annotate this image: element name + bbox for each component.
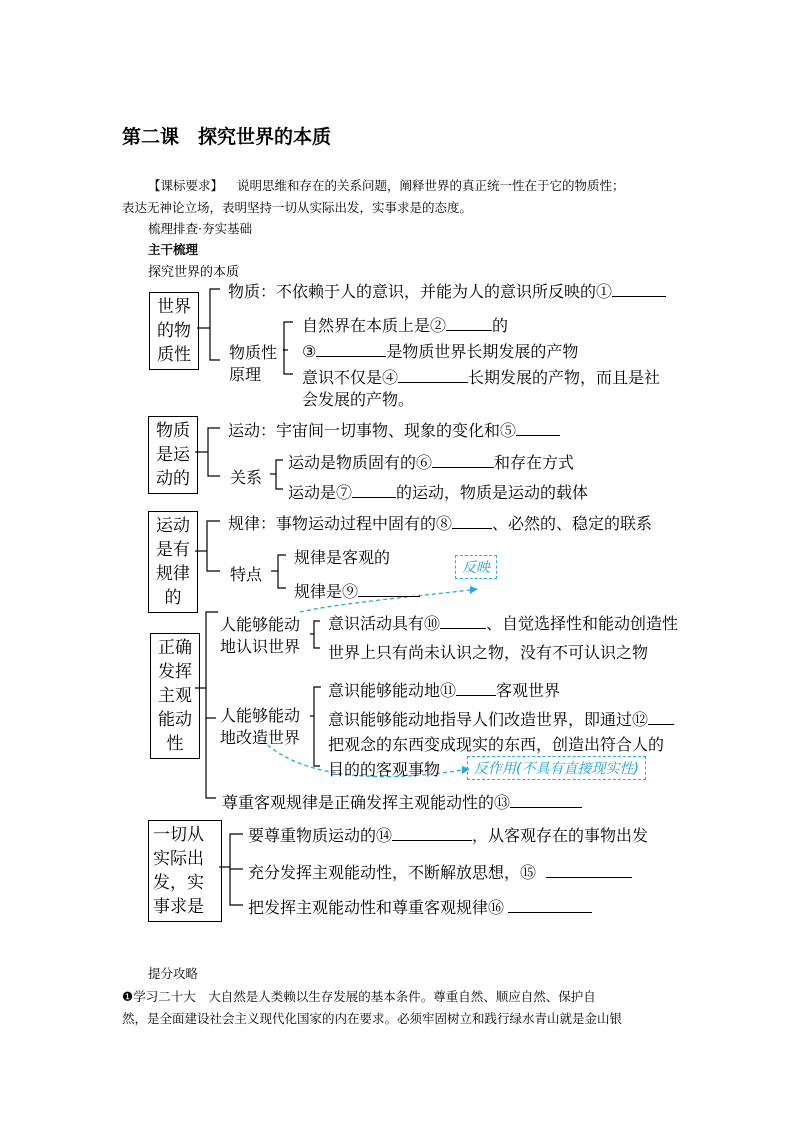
b4-know-label <box>220 614 300 658</box>
b1-material-line <box>228 279 666 302</box>
b1-p1a: 自然界在本质上是② <box>302 316 447 335</box>
b4-respect-text: 尊重客观规律是正确发挥主观能动性的⑬ <box>222 793 511 812</box>
b1-point1 <box>302 313 508 336</box>
blank-9 <box>358 582 420 597</box>
b1-p3a: 意识不仅是④ <box>302 368 399 387</box>
blank-6 <box>432 453 494 468</box>
blank-11 <box>456 681 496 696</box>
b4-know-point2: 世界上只有尚未认识之物，没有不可认识之物 <box>328 643 649 662</box>
b1-principle-label: 物质性原理 <box>229 343 278 384</box>
b1-material-text: 物质：不依赖于人的意识，并能为人的意识所反映的① <box>228 282 613 301</box>
note-reflect: 反映 <box>455 555 497 579</box>
b2-r2a: 运动是⑦ <box>288 483 353 502</box>
b4-change-point1 <box>328 678 560 701</box>
b4-know1: 人能够能动 <box>220 615 301 634</box>
note-reaction: 反作用(不具有直接现实性) <box>467 756 646 780</box>
b4-c2a: 意识能够能动地指导人们改造世界，即通过⑫ <box>328 710 649 729</box>
diagram-title: 探究世界的本质 <box>148 265 240 280</box>
b1-point3-cont: 会发展的产物。 <box>302 390 415 409</box>
b1-point2 <box>302 339 578 362</box>
b4-c1a: 意识能够能动地⑪ <box>328 681 457 700</box>
b5-i1a: 要尊重物质运动的⑭ <box>248 826 393 845</box>
b3-feature2 <box>294 579 420 602</box>
b1-p2a: ③ <box>302 342 317 361</box>
b4-change2: 地改造世界 <box>220 728 301 747</box>
b5-i3-text: 把发挥主观能动性和尊重客观规律⑯ <box>248 898 505 917</box>
blank-14 <box>392 826 472 841</box>
b2-motion-text: 运动：宇宙间一切事物、现象的变化和⑤ <box>228 421 517 440</box>
requirement-text1: 说明思维和存在的关系问题，阐释世界的真正统一性在于它的物质性； <box>237 178 625 193</box>
blank-2 <box>446 316 492 331</box>
b3-f2: 规律是⑨ <box>294 582 359 601</box>
b4-know-point1 <box>328 611 678 634</box>
lesson-title: 第二课 探究世界的本质 <box>122 126 332 148</box>
b2-r1b: 和存在方式 <box>494 453 575 472</box>
b5-i1b: ，从客观存在的事物出发 <box>472 826 649 845</box>
b3-feature1: 规律是客观的 <box>294 548 391 567</box>
box-motion-law: 运动是有规律的 <box>148 511 198 613</box>
b3-law-line <box>228 511 652 534</box>
b1-point3 <box>302 365 660 388</box>
b5-item1 <box>248 823 648 846</box>
b4-respect-line <box>222 790 582 813</box>
requirement-label: 【课标要求】 <box>148 178 224 193</box>
b2-motion-line <box>228 418 560 441</box>
b4-change-point2-end: 目的的客观事物 <box>328 760 441 779</box>
blank-3 <box>316 342 386 357</box>
requirement-line2: 表达无神论立场，表明坚持一切从实际出发，实事求是的态度。 <box>122 200 473 215</box>
b5-item3 <box>248 895 592 918</box>
section-heading-1: 梳理排查·夯实基础 <box>148 221 252 236</box>
blank-7 <box>352 483 396 498</box>
box-subjective-initiative: 正确发挥主观能动性 <box>150 633 200 759</box>
b5-i2-text: 充分发挥主观能动性，不断解放思想，⑮ <box>248 863 537 882</box>
blank-5 <box>516 421 560 436</box>
b2-relation2 <box>288 480 588 503</box>
b2-r2b: 的运动，物质是运动的载体 <box>396 483 589 502</box>
box-world-material: 世界的物质性 <box>149 292 199 370</box>
b2-relation1 <box>288 450 574 473</box>
blank-12 <box>648 710 674 725</box>
blank-13 <box>510 793 582 808</box>
blank-16 <box>508 898 592 913</box>
b3-law-a: 规律：事物运动过程中固有的⑧ <box>228 514 453 533</box>
blank-10 <box>440 614 486 629</box>
b4-k1b: 、自觉选择性和能动创造性 <box>486 614 679 633</box>
b4-change-label <box>220 705 300 749</box>
box-seek-truth: 一切从实际出发，实事求是 <box>148 820 222 922</box>
strategy-line1: ❶学习二十大 大自然是人类赖以生存发展的基本条件。尊重自然、顺应自然、保护自 <box>122 989 596 1004</box>
box-matter-motion: 物质是运动的 <box>148 416 198 494</box>
b1-p3b: 长期发展的产物，而且是社 <box>468 368 661 387</box>
b2-relation-label: 关系 <box>230 468 263 487</box>
b4-change-point2 <box>328 707 674 730</box>
blank-15 <box>546 863 632 878</box>
b4-know2: 地认识世界 <box>220 637 301 656</box>
blank-4 <box>398 368 468 383</box>
section-heading-2: 主干梳理 <box>148 242 199 257</box>
b5-item2 <box>248 860 632 883</box>
b1-p1b: 的 <box>492 316 509 335</box>
strategy-line2: 然，是全面建设社会主义现代化国家的内在要求。必须牢固树立和践行绿水青山就是金山银 <box>122 1011 623 1026</box>
blank-8 <box>452 514 492 529</box>
b1-p2b: 是物质世界长期发展的产物 <box>386 342 579 361</box>
b3-feature-label: 特点 <box>230 565 263 584</box>
b4-change-point2-cont: 把观念的东西变成现实的东西，创造出符合人的 <box>328 735 665 754</box>
b2-r1a: 运动是物质固有的⑥ <box>288 453 433 472</box>
b4-change1: 人能够能动 <box>220 706 301 725</box>
requirement-line1 <box>148 176 625 194</box>
b3-law-b: 、必然的、稳定的联系 <box>492 514 653 533</box>
strategy-heading: 提分攻略 <box>148 966 199 981</box>
b4-c1b: 客观世界 <box>496 681 561 700</box>
b4-k1a: 意识活动具有⑩ <box>328 614 441 633</box>
blank-1 <box>612 282 666 297</box>
